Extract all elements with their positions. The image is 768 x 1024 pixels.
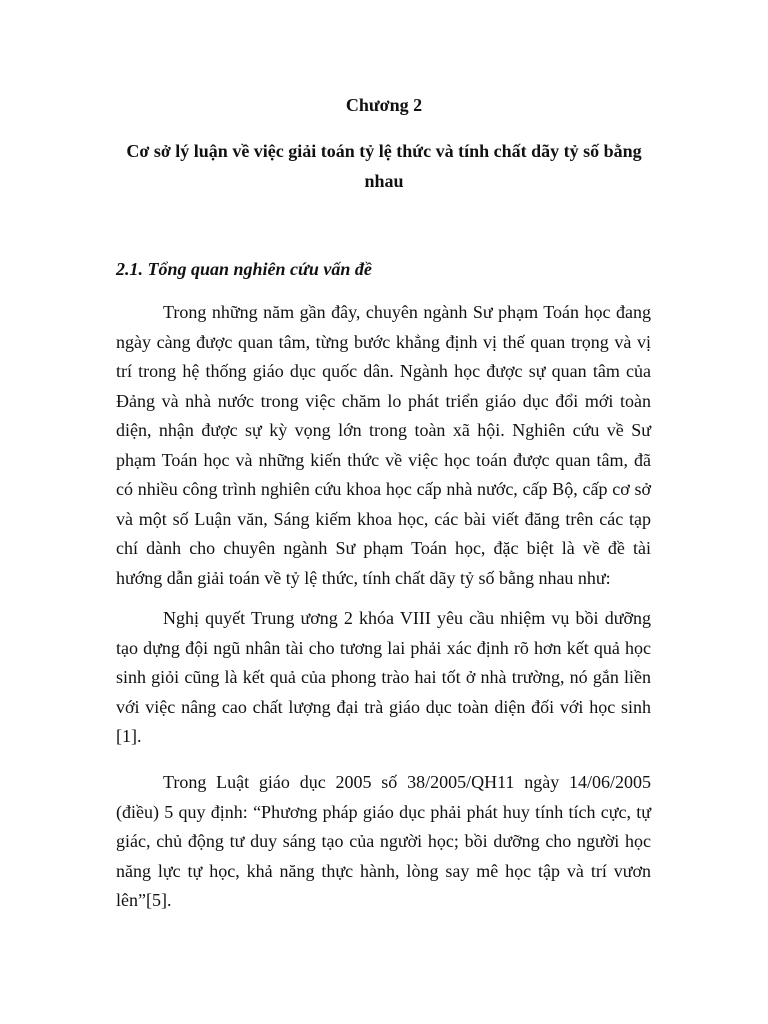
body-paragraph: Trong những năm gần đây, chuyên ngành Sư phạm Toán học đang ngày càng được quan tâm, từng bước khẳng định vị thế quan trọng và vị trí trong hệ thống giáo dục quốc dân. Ngành học được sự quan tâm của Đảng và nhà nước trong việc chăm lo phát triển giáo dục đổi mới toàn diện, nhận được sự kỳ vọng lớn trong toàn xã hội. Nghiên cứu về Sư phạm Toán học và những kiến thức về việc học toán được quan tâm, đã có nhiều công trình nghiên cứu khoa học cấp nhà nước, cấp Bộ, cấp cơ sở và một số Luận văn, Sáng kiếm khoa học, các bài viết đăng trên các tạp chí dành cho chuyên ngành Sư phạm Toán học, đặc biệt là về đề tài hướng dẫn giải toán về tỷ lệ thức, tính chất dãy tỷ số bằng nhau như:	[116, 302, 651, 588]
section-heading: 2.1. Tổng quan nghiên cứu vấn đề	[116, 259, 372, 279]
body-paragraph: Nghị quyết Trung ương 2 khóa VIII yêu cầu nhiệm vụ bồi dưỡng tạo dựng đội ngũ nhân tài cho tương lai phải xác định rõ hơn kết quả học sinh giỏi cũng là kết quả của phong trào hai tốt ở nhà trường, nó gắn liền với việc nâng cao chất lượng đại trà giáo dục toàn diện đối với học sinh [1].	[116, 608, 651, 746]
chapter-number: Chương 2	[345, 95, 423, 115]
body-paragraph: Trong Luật giáo dục 2005 số 38/2005/QH11 ngày 14/06/2005 (điều) 5 quy định: “Phương pháp giáo dục phải phát huy tính tích cực, tự giác, chủ động tư duy sáng tạo của người học; bồi dưỡng cho người học năng lực tự học, khả năng thực hành, lòng say mê học tập và trí vươn lên”[5].	[116, 772, 651, 910]
chapter-title: Cơ sở lý luận về việc giải toán tỷ lệ thức và tính chất dãy tỷ số bằng nhau	[126, 141, 642, 191]
